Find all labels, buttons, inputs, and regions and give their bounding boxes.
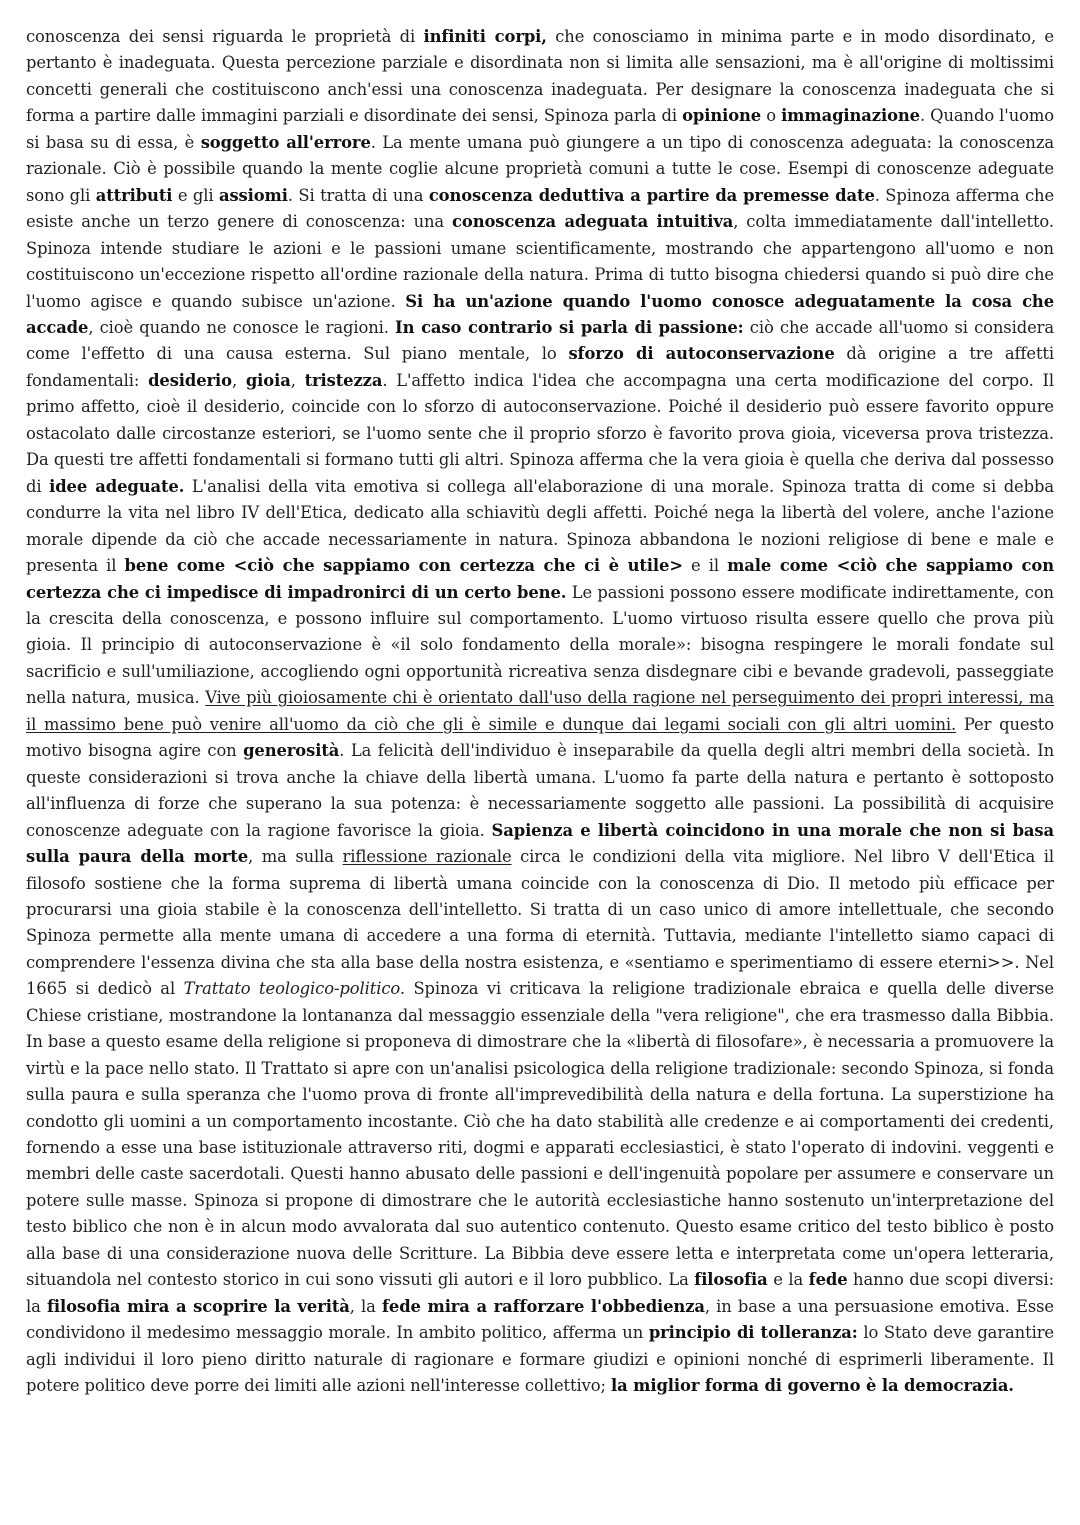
- text-run: . La felicità dell'individuo è inseparabile da quella degli altri membri della società. In queste considerazioni si trova anche la chiave della libertà umana. L'uomo fa parte della natura e pertanto è sottoposto all'influenza di forze che superano la sua potenza: è necessariamente soggetto alle passioni. La possibilità di acquisire conoscenze adeguate con la ragione favorisce la gioia.: [26, 741, 1054, 840]
- text-run: o: [761, 106, 782, 126]
- bold-text-run: opinione: [682, 106, 762, 126]
- bold-text-run: filosofia: [694, 1270, 768, 1290]
- text-run: e gli: [172, 185, 219, 205]
- bold-text-run: fede mira a rafforzare l'obbedienza: [381, 1296, 705, 1316]
- text-run: Per questo motivo bisogna agire con: [26, 714, 1054, 761]
- bold-text-run: conoscenza deduttiva a partire da premesse date: [428, 185, 875, 205]
- text-run: L'analisi della vita emotiva si collega all'elaborazione di una morale. Spinoza tratta di come si debba condurre la vita nel libro IV dell'Etica, dedicato alla schiavitù degli affetti. Poiché nega la libertà del volere, anche l'azione morale dipende da ciò che accade necessariamente in natura. Spinoza abbandona le nozioni religiose di bene e male e presenta il: [26, 476, 1054, 576]
- bold-text-run: In caso contrario si parla di passione:: [395, 317, 744, 337]
- text-run: che conosciamo in minima parte e in modo disordinato, e pertanto è inadeguata. Questa percezione parziale e disordinata non si limita alle sensazioni, ma è all'origine di moltissimi concetti generali che costituiscono anch'essi una conoscenza inadeguata. Per designare la conoscenza inadeguata che si forma a partire dalle immagini parziali e disordinate dei sensi, Spinoza parla di: [26, 27, 1054, 126]
- text-run: ,: [290, 370, 305, 390]
- bold-text-run: desiderio: [148, 370, 232, 390]
- bold-text-run: principio di tolleranza:: [648, 1323, 858, 1343]
- text-run: e il: [682, 556, 728, 576]
- text-run: , cioè quando ne conosce le ragioni.: [88, 317, 396, 337]
- bold-text-run: idee adeguate.: [49, 476, 185, 496]
- bold-text-run: filosofia mira a scoprire la verità: [46, 1296, 350, 1316]
- underlined-text-run: riflessione razionale: [342, 847, 512, 867]
- text-run: Spinoza vi criticava la religione tradizionale ebraica e quella delle diverse Chiese cristiane, mostrandone la lontananza dal messaggio essenziale della "vera religione", che era trasmesso dalla Bibbia. In base a questo esame della religione si proponeva di dimostrare che la «libertà di filosofare», è necessaria a promuovere la virtù e la pace nello stato. Il Trattato si apre con un'analisi psicologica della religione tradizionale: secondo Spinoza, si fonda sulla paura e sulla speranza che l'uomo prova di fronte all'imprevedibilità della natura e della fortuna. La superstizione ha condotto gli uomini a un comportamento incostante. Ciò che ha dato stabilità alle credenze e ai comportamenti dei credenti, fornendo a esse una base istituzionale attraverso riti, dogmi e apparati ecclesiastici, è stato l'operato di indovini. veggenti e membri delle caste sacerdotali. Questi hanno abusato delle passioni e dell'ingenuità popolare per assumere e conservare un potere sulle masse. Spinoza si propone di dimostrare che le autorità ecclesiastiche hanno sostenuto un'interpretazione del testo biblico che non è in alcun modo avvalorata dal suo autentico contenuto. Questo esame critico del testo biblico è posto alla base di una considerazione nuova delle Scritture. La Bibbia deve essere letta e interpretata come un'opera letteraria, situandola nel contesto storico in cui sono vissuti gli autori e il loro pubblico. La: [26, 979, 1055, 1290]
- document-page: [26, 24, 1054, 1400]
- body-paragraph: [26, 24, 1054, 1400]
- text-run: hanno due scopi diversi: la: [26, 1270, 1054, 1316]
- text-run: circa le condizioni della vita migliore. Nel libro V dell'Etica il filosofo sostiene che la forma suprema di libertà umana coincide con la conoscenza di Dio. Il metodo più efficace per procurarsi una gioia stabile è la conoscenza dell'intelletto. Si tratta di un caso unico di amore intellettuale, che secondo Spinoza permette alla mente umana di accedere a una forma di eternità. Tuttavia, mediante l'intelletto siamo capaci di comprendere l'essenza divina che sta alla base della nostra esistenza, e «sentiamo e sperimentiamo di essere eterni>>. Nel 1665 si dedicò al: [26, 847, 1054, 999]
- bold-text-run: immaginazione: [781, 106, 920, 126]
- text-run: ,: [231, 370, 246, 390]
- underlined-text-run: Vive più gioiosamente chi è orientato dall'uso della ragione nel perseguimento dei propri interessi, ma il massimo bene può venire all'uomo da ciò che gli è simile e dunque dai legami sociali con gli altri uomini.: [26, 688, 1054, 734]
- bold-text-run: male come <ciò che sappiamo con certezza che ci impedisce di impadronirci di un certo bene.: [26, 556, 1054, 602]
- text-run: conoscenza dei sensi riguarda le proprietà di: [26, 27, 424, 46]
- bold-text-run: sforzo di autoconservazione: [568, 344, 835, 364]
- bold-text-run: conoscenza adeguata intuitiva: [452, 212, 734, 232]
- bold-text-run: assiomi: [218, 185, 288, 205]
- text-run: . Spinoza afferma che esiste anche un terzo genere di conoscenza: una: [26, 185, 1055, 232]
- bold-text-run: generosità: [243, 741, 340, 761]
- text-run: dà origine a tre affetti fondamentali:: [26, 344, 1055, 390]
- text-run: ciò che accade all'uomo si considera come l'effetto di una causa esterna. Sul piano mentale, lo: [26, 317, 1055, 364]
- bold-text-run: infiniti corpi,: [423, 27, 547, 46]
- text-run: , ma sulla: [248, 847, 343, 867]
- text-run: . La mente umana può giungere a un tipo di conoscenza adeguata: la conoscenza razionale. Ciò è possibile quando la mente coglie alcune proprietà comuni a tutte le cose. Esempi di conoscenze adeguate sono gli: [26, 132, 1054, 205]
- bold-text-run: bene come <ciò che sappiamo con certezza che ci è utile>: [124, 556, 683, 576]
- italic-text-run: Trattato teologico-politico.: [183, 979, 405, 999]
- bold-text-run: gioia: [245, 370, 291, 390]
- text-run: , colta immediatamente dall'intelletto. Spinoza intende studiare le azioni e le passioni umane scientificamente, mostrando che appartengono all'uomo e non costituiscono un'eccezione rispetto all'ordine razionale della natura. Prima di tutto bisogna chiedersi quando si può dire che l'uomo agisce e quando subisce un'azione.: [26, 212, 1054, 311]
- text-run: Le passioni possono essere modificate indirettamente, con la crescita della conoscenza, e possono influire sul comportamento. L'uomo virtuoso risulta essere quello che prova più gioia. Il principio di autoconservazione è «il solo fondamento della morale»: bisogna respingere le morali fondate sul sacrificio e sull'umiliazione, accogliendo ogni opportunità ricreativa senza disdegnare cibi e bevande gradevoli, passeggiate nella natura, musica.: [26, 582, 1054, 708]
- bold-text-run: la miglior forma di governo è la democrazia.: [610, 1376, 1014, 1396]
- bold-text-run: Si ha un'azione quando l'uomo conosce adeguatamente la cosa che accade: [26, 291, 1055, 337]
- text-run: , la: [349, 1296, 382, 1316]
- text-run: . Quando l'uomo si basa su di essa, è: [26, 106, 1055, 152]
- text-run: . L'affetto indica l'idea che accompagna una certa modificazione del corpo. Il primo affetto, cioè il desiderio, coincide con lo sforzo di autoconservazione. Poiché il desiderio può essere favorito oppure ostacolato dalle circostanze esteriori, se l'uomo sente che il proprio sforzo è favorito prova gioia, viceversa prova tristezza. Da questi tre affetti fondamentali si formano tutti gli altri. Spinoza afferma che la vera gioia è quella che deriva dal possesso di: [26, 370, 1054, 496]
- text-run: . Si tratta di una: [287, 185, 429, 205]
- text-run: , in base a una persuasione emotiva. Esse condividono il medesimo messaggio morale. In ambito politico, afferma un: [26, 1296, 1055, 1343]
- bold-text-run: tristezza: [304, 370, 383, 390]
- text-run: lo Stato deve garantire agli individui il loro pieno diritto naturale di ragionare e formare giudizi e opinioni nonché di esprimerli liberamente. Il potere politico deve porre dei limiti alle azioni nell'interesse collettivo;: [26, 1323, 1054, 1396]
- bold-text-run: fede: [808, 1270, 848, 1290]
- bold-text-run: attributi: [95, 185, 173, 205]
- text-run: e la: [767, 1270, 809, 1290]
- bold-text-run: soggetto all'errore: [200, 132, 371, 152]
- bold-text-run: Sapienza e libertà coincidono in una morale che non si basa sulla paura della morte: [26, 820, 1055, 867]
